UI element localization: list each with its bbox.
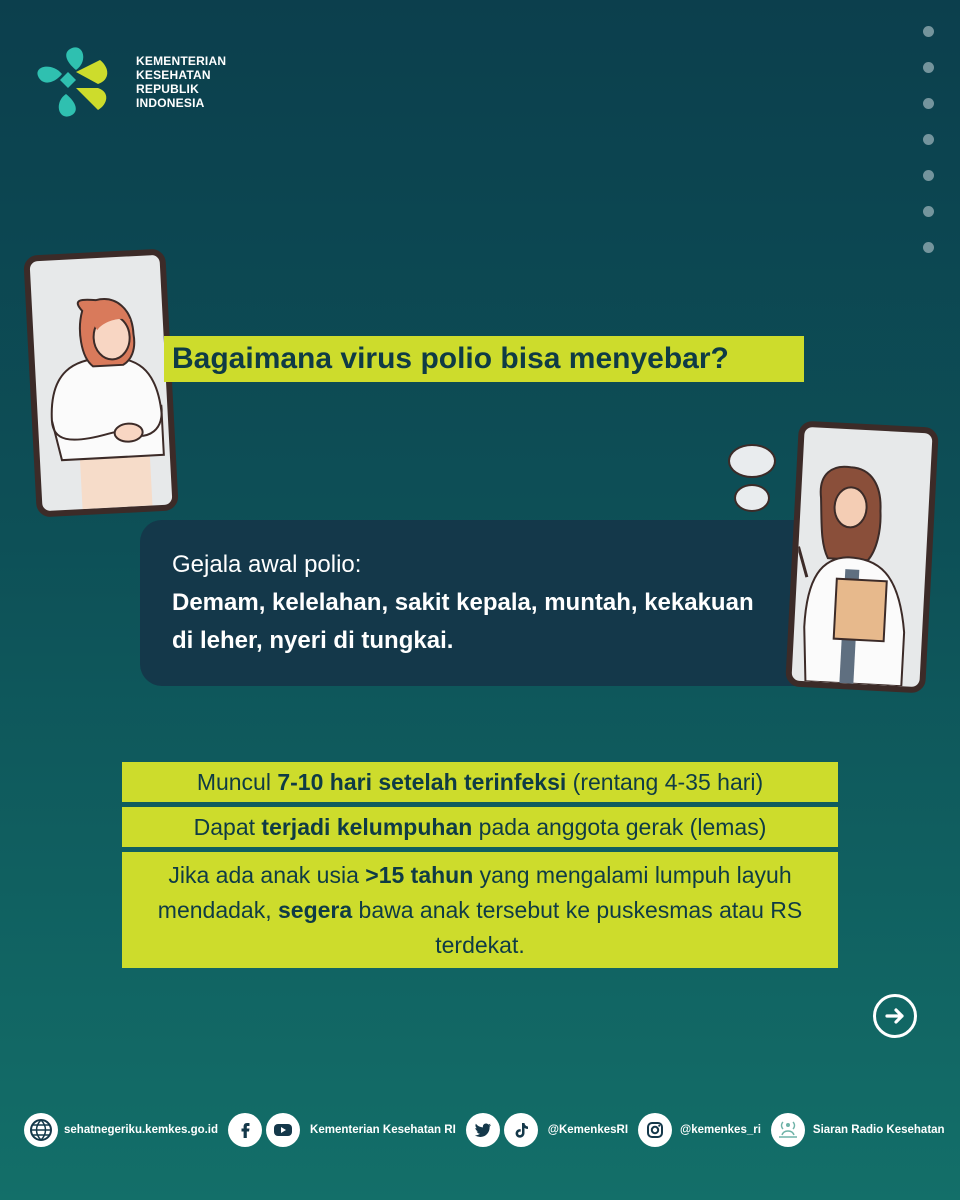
- website-link[interactable]: sehatnegeriku.kemkes.go.id: [64, 1124, 219, 1136]
- dot: [923, 170, 934, 181]
- info-action-pre: Jika ada anak usia: [168, 862, 366, 888]
- radio-label[interactable]: Siaran Radio Kesehatan: [812, 1124, 945, 1136]
- radio-icon[interactable]: [771, 1113, 805, 1147]
- symptoms-bubble: [140, 520, 840, 686]
- speech-bubble-icon: [734, 484, 770, 512]
- info-onset: [122, 762, 838, 802]
- symptoms-body: Demam, kelelahan, sakit kepala, muntah, kekakuan di leher, nyeri di tungkai.: [172, 589, 754, 654]
- woman-illustration-icon: [30, 255, 173, 511]
- info-action: [122, 852, 838, 968]
- dot: [923, 134, 934, 145]
- kemenkes-logo: [32, 40, 227, 124]
- tiktok-icon[interactable]: [504, 1113, 538, 1147]
- next-button[interactable]: [873, 994, 917, 1038]
- brand-line-3: REPUBLIK: [136, 82, 199, 96]
- facebook-youtube-handle[interactable]: Kementerian Kesehatan RI: [310, 1124, 456, 1136]
- kemenkes-logo-icon: [32, 40, 116, 124]
- info-action-post: bawa anak tersebut ke puskesmas atau RS terdekat.: [352, 897, 803, 958]
- twitter-tiktok-handle[interactable]: @KemenkesRI: [547, 1124, 629, 1136]
- dot: [923, 62, 934, 73]
- globe-icon[interactable]: [24, 1113, 58, 1147]
- info-paralysis-bold: terjadi kelumpuhan: [261, 814, 473, 840]
- info-paralysis-post: pada anggota gerak (lemas): [472, 814, 767, 840]
- youtube-icon[interactable]: [266, 1113, 300, 1147]
- instagram-handle[interactable]: @kemenkes_ri: [680, 1124, 761, 1136]
- decorative-dots: [923, 26, 934, 278]
- info-onset-post: (rentang 4-35 hari): [566, 769, 764, 795]
- brand-line-4: INDONESIA: [136, 96, 205, 110]
- speech-bubble-icon: [728, 444, 776, 478]
- dot: [923, 206, 934, 217]
- dot: [923, 242, 934, 253]
- info-action-bold2: segera: [278, 897, 353, 923]
- phone-doctor-illustration: [785, 421, 939, 694]
- info-onset-bold: 7-10 hari setelah terinfeksi: [277, 769, 567, 795]
- info-onset-pre: Muncul: [196, 769, 278, 795]
- dot: [923, 98, 934, 109]
- info-action-mid: yang mengalami lumpuh layuh mendadak,: [157, 862, 792, 923]
- brand-line-1: KEMENTERIAN: [136, 54, 227, 68]
- dot: [923, 26, 934, 37]
- info-action-bold: >15 tahun: [365, 862, 474, 888]
- symptoms-heading: Gejala awal polio:: [172, 551, 362, 578]
- doctor-illustration-icon: [791, 427, 932, 687]
- facebook-icon[interactable]: [228, 1113, 262, 1147]
- question-banner: Bagaimana virus polio bisa menyebar?: [164, 336, 804, 382]
- info-paralysis: [122, 807, 838, 847]
- instagram-icon[interactable]: [638, 1113, 672, 1147]
- phone-woman-illustration: [23, 248, 179, 517]
- brand-line-2: KESEHATAN: [136, 68, 211, 82]
- info-paralysis-pre: Dapat: [193, 814, 262, 840]
- arrow-right-circle-icon: [883, 1004, 907, 1028]
- footer-bar: [24, 1110, 944, 1150]
- twitter-icon[interactable]: [466, 1113, 500, 1147]
